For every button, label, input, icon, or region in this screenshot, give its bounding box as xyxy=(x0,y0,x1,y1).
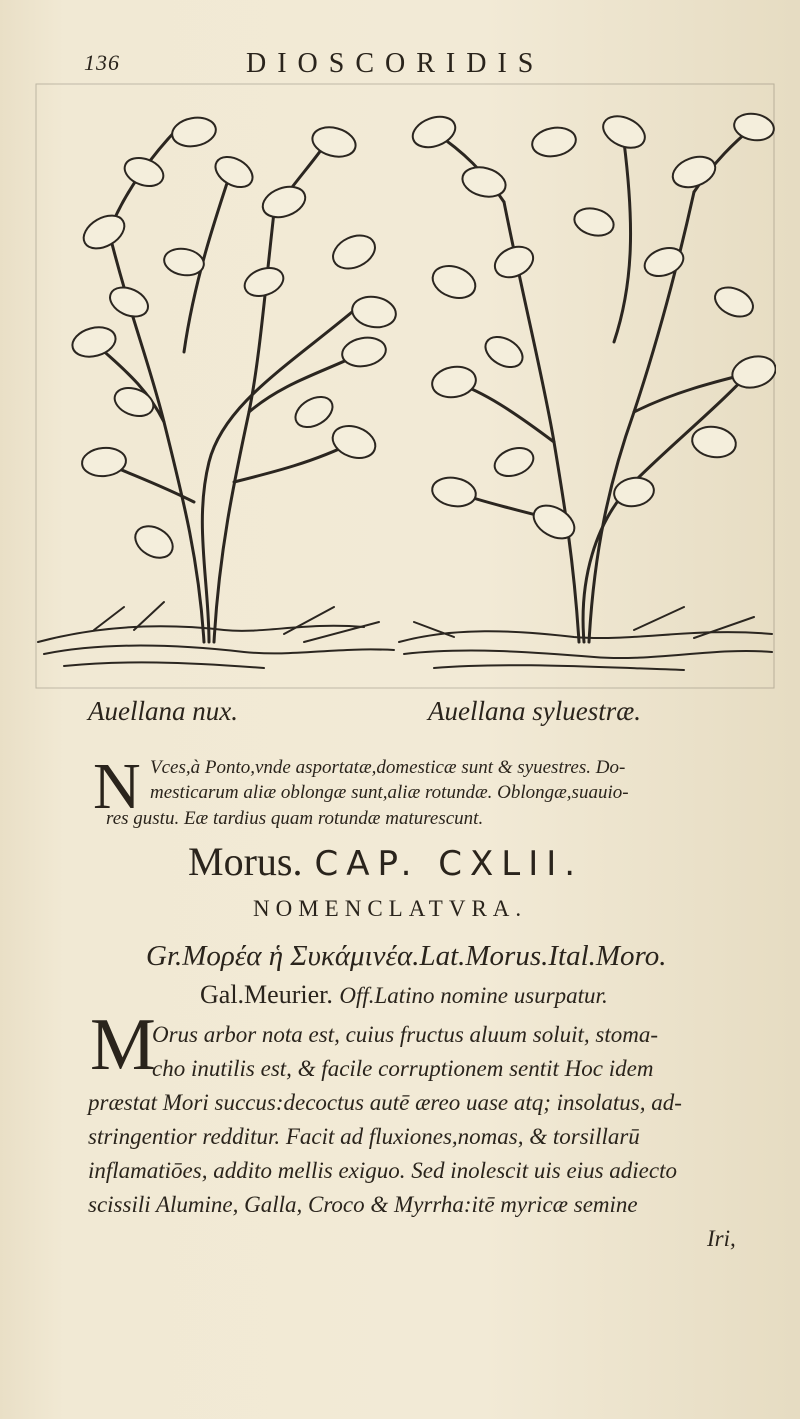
woodcut-illustration xyxy=(34,82,776,690)
ground-right xyxy=(399,607,772,670)
page-number: 136 xyxy=(84,50,120,75)
gal-prefix: Gal.Meurier. xyxy=(200,980,333,1009)
running-head: DIOSCORIDIS xyxy=(246,48,545,79)
nomenclatura-greek-line: Gr.Μορέα ἡ Συκάμινέα.Lat.Morus.Ital.Moro. xyxy=(146,940,667,972)
left-shrub-branches xyxy=(94,122,364,642)
chapter-heading xyxy=(188,838,583,885)
left-figure-caption: Auellana nux. xyxy=(88,696,238,726)
left-shrub-leaves xyxy=(69,114,398,564)
paragraph1-line: mesticarum aliæ oblongæ sunt,aliæ rotundæ. Oblongæ,suauio- xyxy=(150,782,629,803)
nomenclatura-heading: NOMENCLATVRA. xyxy=(253,896,528,921)
right-shrub-branches xyxy=(434,122,759,642)
catchword: Iri, xyxy=(707,1226,736,1251)
right-figure-caption: Auellana syluestræ. xyxy=(428,696,641,726)
dropcap-m: M xyxy=(90,1004,156,1086)
nomenclatura-gal-line xyxy=(200,980,608,1010)
paragraph2-line: præstat Mori succus:decoctus autē æreo uase atq; insolatus, ad- xyxy=(88,1090,682,1115)
chapter-title: Morus. xyxy=(188,839,303,884)
gal-rest: Off.Latino nomine usurpatur. xyxy=(339,983,608,1008)
dropcap-n: N xyxy=(93,750,141,823)
paragraph2-line: inflamatiōes, addito mellis exiguo. Sed inolescit uis eius adiecto xyxy=(88,1158,677,1183)
paragraph1-line: res gustu. Eæ tardius quam rotundæ maturescunt. xyxy=(106,808,484,829)
paragraph2-line: scissili Alumine, Galla, Croco & Myrrha:itē myricæ semine xyxy=(88,1192,638,1217)
right-shrub-leaves xyxy=(409,110,776,545)
paragraph2-line: Orus arbor nota est, cuius fructus aluum soluit, stoma- xyxy=(152,1022,659,1047)
paragraph2-line: cho inutilis est, & facile corruptionem sentit Hoc idem xyxy=(152,1056,654,1081)
chapter-number: CAP. CXLII. xyxy=(314,844,584,884)
paragraph1-line: Vces,à Ponto,vnde asportatæ,domesticæ sunt & syuestres. Do- xyxy=(150,757,626,778)
paragraph2-line: stringentior redditur. Facit ad fluxiones,nomas, & torsillarū xyxy=(88,1124,640,1149)
